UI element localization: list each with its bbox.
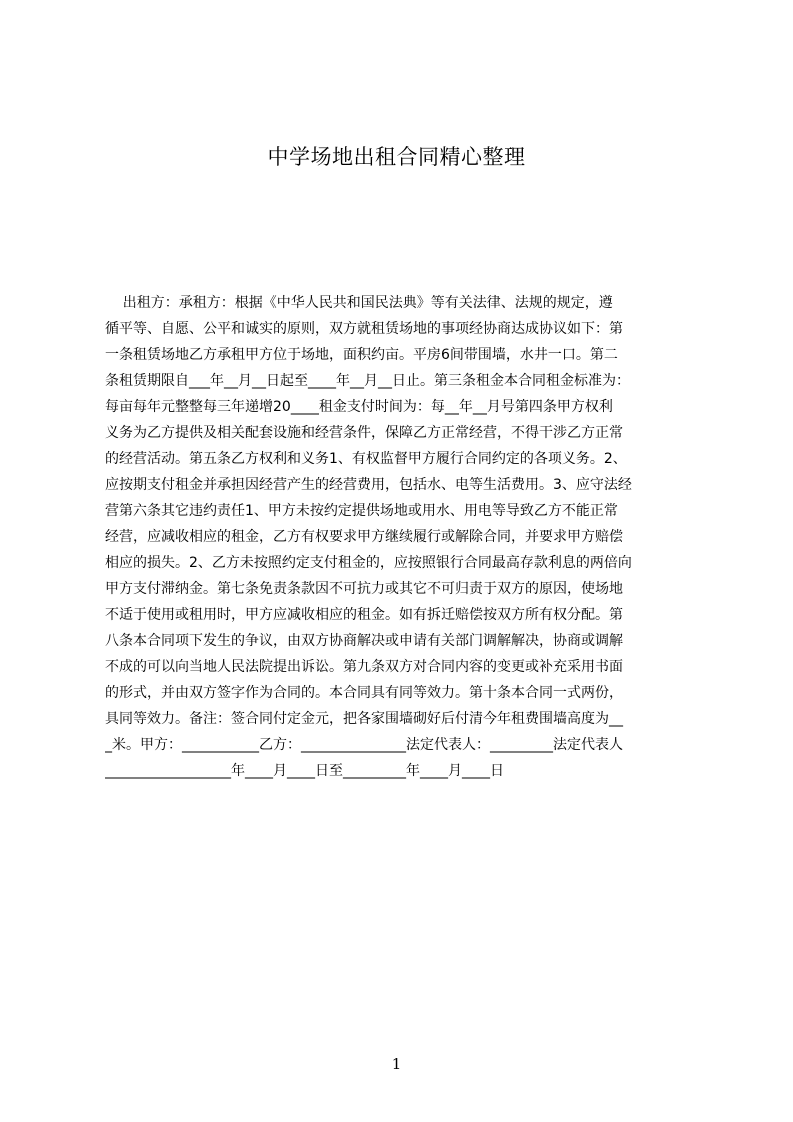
body-line: 出租方：承租方：根据《中华人民共和国民法典》等有关法律、法规的规定，遵 [105, 295, 613, 311]
body-line: 营第六条其它违约责任1、甲方未按约定提供场地或用水、用电等导致乙方不能正常 [105, 503, 618, 519]
body-line: 八条本合同项下发生的争议，由双方协商解决或申请有关部门调解解决，协商或调解 [105, 633, 623, 649]
body-line: 相应的损失。2、乙方未按照约定支付租金的，应按照银行合同最高存款利息的两倍向 [105, 555, 632, 571]
body-line: 义务为乙方提供及相关配套设施和经营条件，保障乙方正常经营，不得干涉乙方正常 [105, 425, 623, 441]
body-line: 不适于使用或租用时，甲方应减收相应的租金。如有拆迁赔偿按双方所有权分配。第 [105, 607, 623, 623]
document-title: 中学场地出租合同精心整理 [267, 145, 526, 169]
page-number: 1 [391, 1055, 402, 1073]
body-line: 应按期支付租金并承担因经营产生的经营费用，包括水、电等生活费用。3、应守法经 [105, 477, 632, 493]
body-line: _米。甲方：___________乙方：_______________法定代表人：_________法定代表人 [105, 737, 623, 753]
body-line: 一条租赁场地乙方承租甲方位于场地，面积约亩。平房6间带围墙，水井一口。第二 [105, 347, 618, 363]
body-line: 甲方支付滞纳金。第七条免责条款因不可抗力或其它不可归责于双方的原因，使场地 [105, 581, 623, 597]
body-line: 不成的可以向当地人民法院提出诉讼。第九条双方对合同内容的变更或补充采用书面 [105, 659, 623, 675]
body-line: 循平等、自愿、公平和诚实的原则，双方就租赁场地的事项经协商达成协议如下：第 [105, 321, 623, 337]
contract-body [105, 290, 698, 800]
body-line: 的经营活动。第五条乙方权利和义务1、有权监督甲方履行合同约定的各项义务。2、 [105, 451, 627, 467]
body-line: 具同等效力。备注：签合同付定金元，把各家围墙砌好后付清今年租费围墙高度为__ [105, 711, 623, 727]
body-line: 条租赁期限自___年__月__日起至____年__月__日止。第三条租金本合同租金标准为： [105, 373, 630, 389]
body-line: 经营，应减收相应的租金，乙方有权要求甲方继续履行或解除合同，并要求甲方赔偿 [105, 529, 623, 545]
body-line: 的形式，并由双方签字作为合同的。本合同具有同等效力。第十条本合同一式两份， [105, 685, 623, 701]
body-line: 每亩每年元整整每三年递增20____租金支付时间为：每__年__月号第四条甲方权利 [105, 399, 613, 415]
body-line: __________________年____月____日至_________年____月____日 [105, 763, 504, 779]
